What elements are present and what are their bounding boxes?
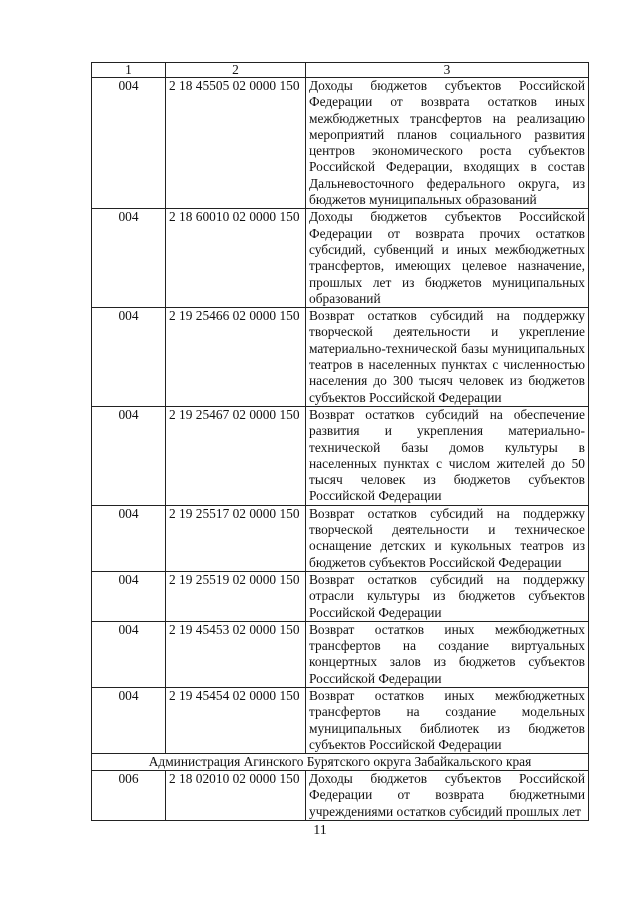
description-cell: Возврат остатков иных межбюджетных трансфертов на создание модельных муниципальных библиотек из бюджетов субъектов Российской Федерации (306, 687, 589, 753)
description-cell: Возврат остатков субсидий на поддержку творческой деятельности и техническое оснащение детских и кукольных театров из бюджетов субъектов Российской Федерации (306, 505, 589, 571)
description-cell: Доходы бюджетов субъектов Российской Федерации от возврата бюджетными учреждениями остатков субсидий прошлых лет (306, 771, 589, 821)
column-number-1: 1 (92, 63, 166, 78)
admin-code-cell: 004 (92, 209, 166, 308)
description-cell: Возврат остатков субсидий на обеспечение развития и укрепления материально-технической базы домов культуры в населенных пунктах с числом жителей до 50 тысяч человек из бюджетов субъектов Российской Федерации (306, 406, 589, 505)
table-row (92, 621, 589, 687)
budget-code-cell: 2 19 45453 02 0000 150 (166, 621, 306, 687)
budget-code-cell: 2 19 25517 02 0000 150 (166, 505, 306, 571)
table-row (92, 78, 589, 209)
budget-code-cell: 2 18 60010 02 0000 150 (166, 209, 306, 308)
admin-code-cell: 004 (92, 505, 166, 571)
description-cell: Возврат остатков субсидий на поддержку отрасли культуры из бюджетов субъектов Российской Федерации (306, 571, 589, 621)
admin-code-cell: 004 (92, 571, 166, 621)
admin-code-cell: 006 (92, 771, 166, 821)
budget-code-cell: 2 19 45454 02 0000 150 (166, 687, 306, 753)
admin-code-cell: 004 (92, 308, 166, 407)
table-row (92, 209, 589, 308)
budget-code-cell: 2 18 45505 02 0000 150 (166, 78, 306, 209)
admin-code-cell: 004 (92, 406, 166, 505)
budget-code-cell: 2 19 25519 02 0000 150 (166, 571, 306, 621)
budget-code-cell: 2 19 25466 02 0000 150 (166, 308, 306, 407)
table-row (92, 571, 589, 621)
table-row (92, 406, 589, 505)
admin-code-cell: 004 (92, 621, 166, 687)
section-title: Администрация Агинского Бурятского округа Забайкальского края (92, 754, 589, 771)
section-header-row (92, 754, 589, 771)
table-row (92, 505, 589, 571)
description-cell: Возврат остатков субсидий на поддержку творческой деятельности и укрепление материально-технической базы муниципальных театров в населенных пунктах с численностью населения до 300 тысяч человек из бюджетов субъектов Российской Федерации (306, 308, 589, 407)
budget-code-cell: 2 19 25467 02 0000 150 (166, 406, 306, 505)
table-row (92, 308, 589, 407)
admin-code-cell: 004 (92, 78, 166, 209)
description-cell: Возврат остатков иных межбюджетных трансфертов на создание виртуальных концертных залов из бюджетов субъектов Российской Федерации (306, 621, 589, 687)
column-number-2: 2 (166, 63, 306, 78)
table-row (92, 687, 589, 753)
table-row (92, 771, 589, 821)
column-number-row (92, 63, 589, 78)
admin-code-cell: 004 (92, 687, 166, 753)
table-body (92, 78, 589, 821)
description-cell: Доходы бюджетов субъектов Российской Федерации от возврата остатков иных межбюджетных трансфертов на реализацию мероприятий планов социального развития центров экономического роста субъектов Российской Федерации, входящих в состав Дальневосточного федерального округа, из бюджетов муниципальных образований (306, 78, 589, 209)
budget-code-cell: 2 18 02010 02 0000 150 (166, 771, 306, 821)
budget-classification-table (91, 62, 589, 821)
column-number-3: 3 (306, 63, 589, 78)
page-number: 11 (313, 823, 327, 838)
description-cell: Доходы бюджетов субъектов Российской Федерации от возврата прочих остатков субсидий, субвенций и иных межбюджетных трансфертов, имеющих целевое назначение, прошлых лет из бюджетов муниципальных образований (306, 209, 589, 308)
